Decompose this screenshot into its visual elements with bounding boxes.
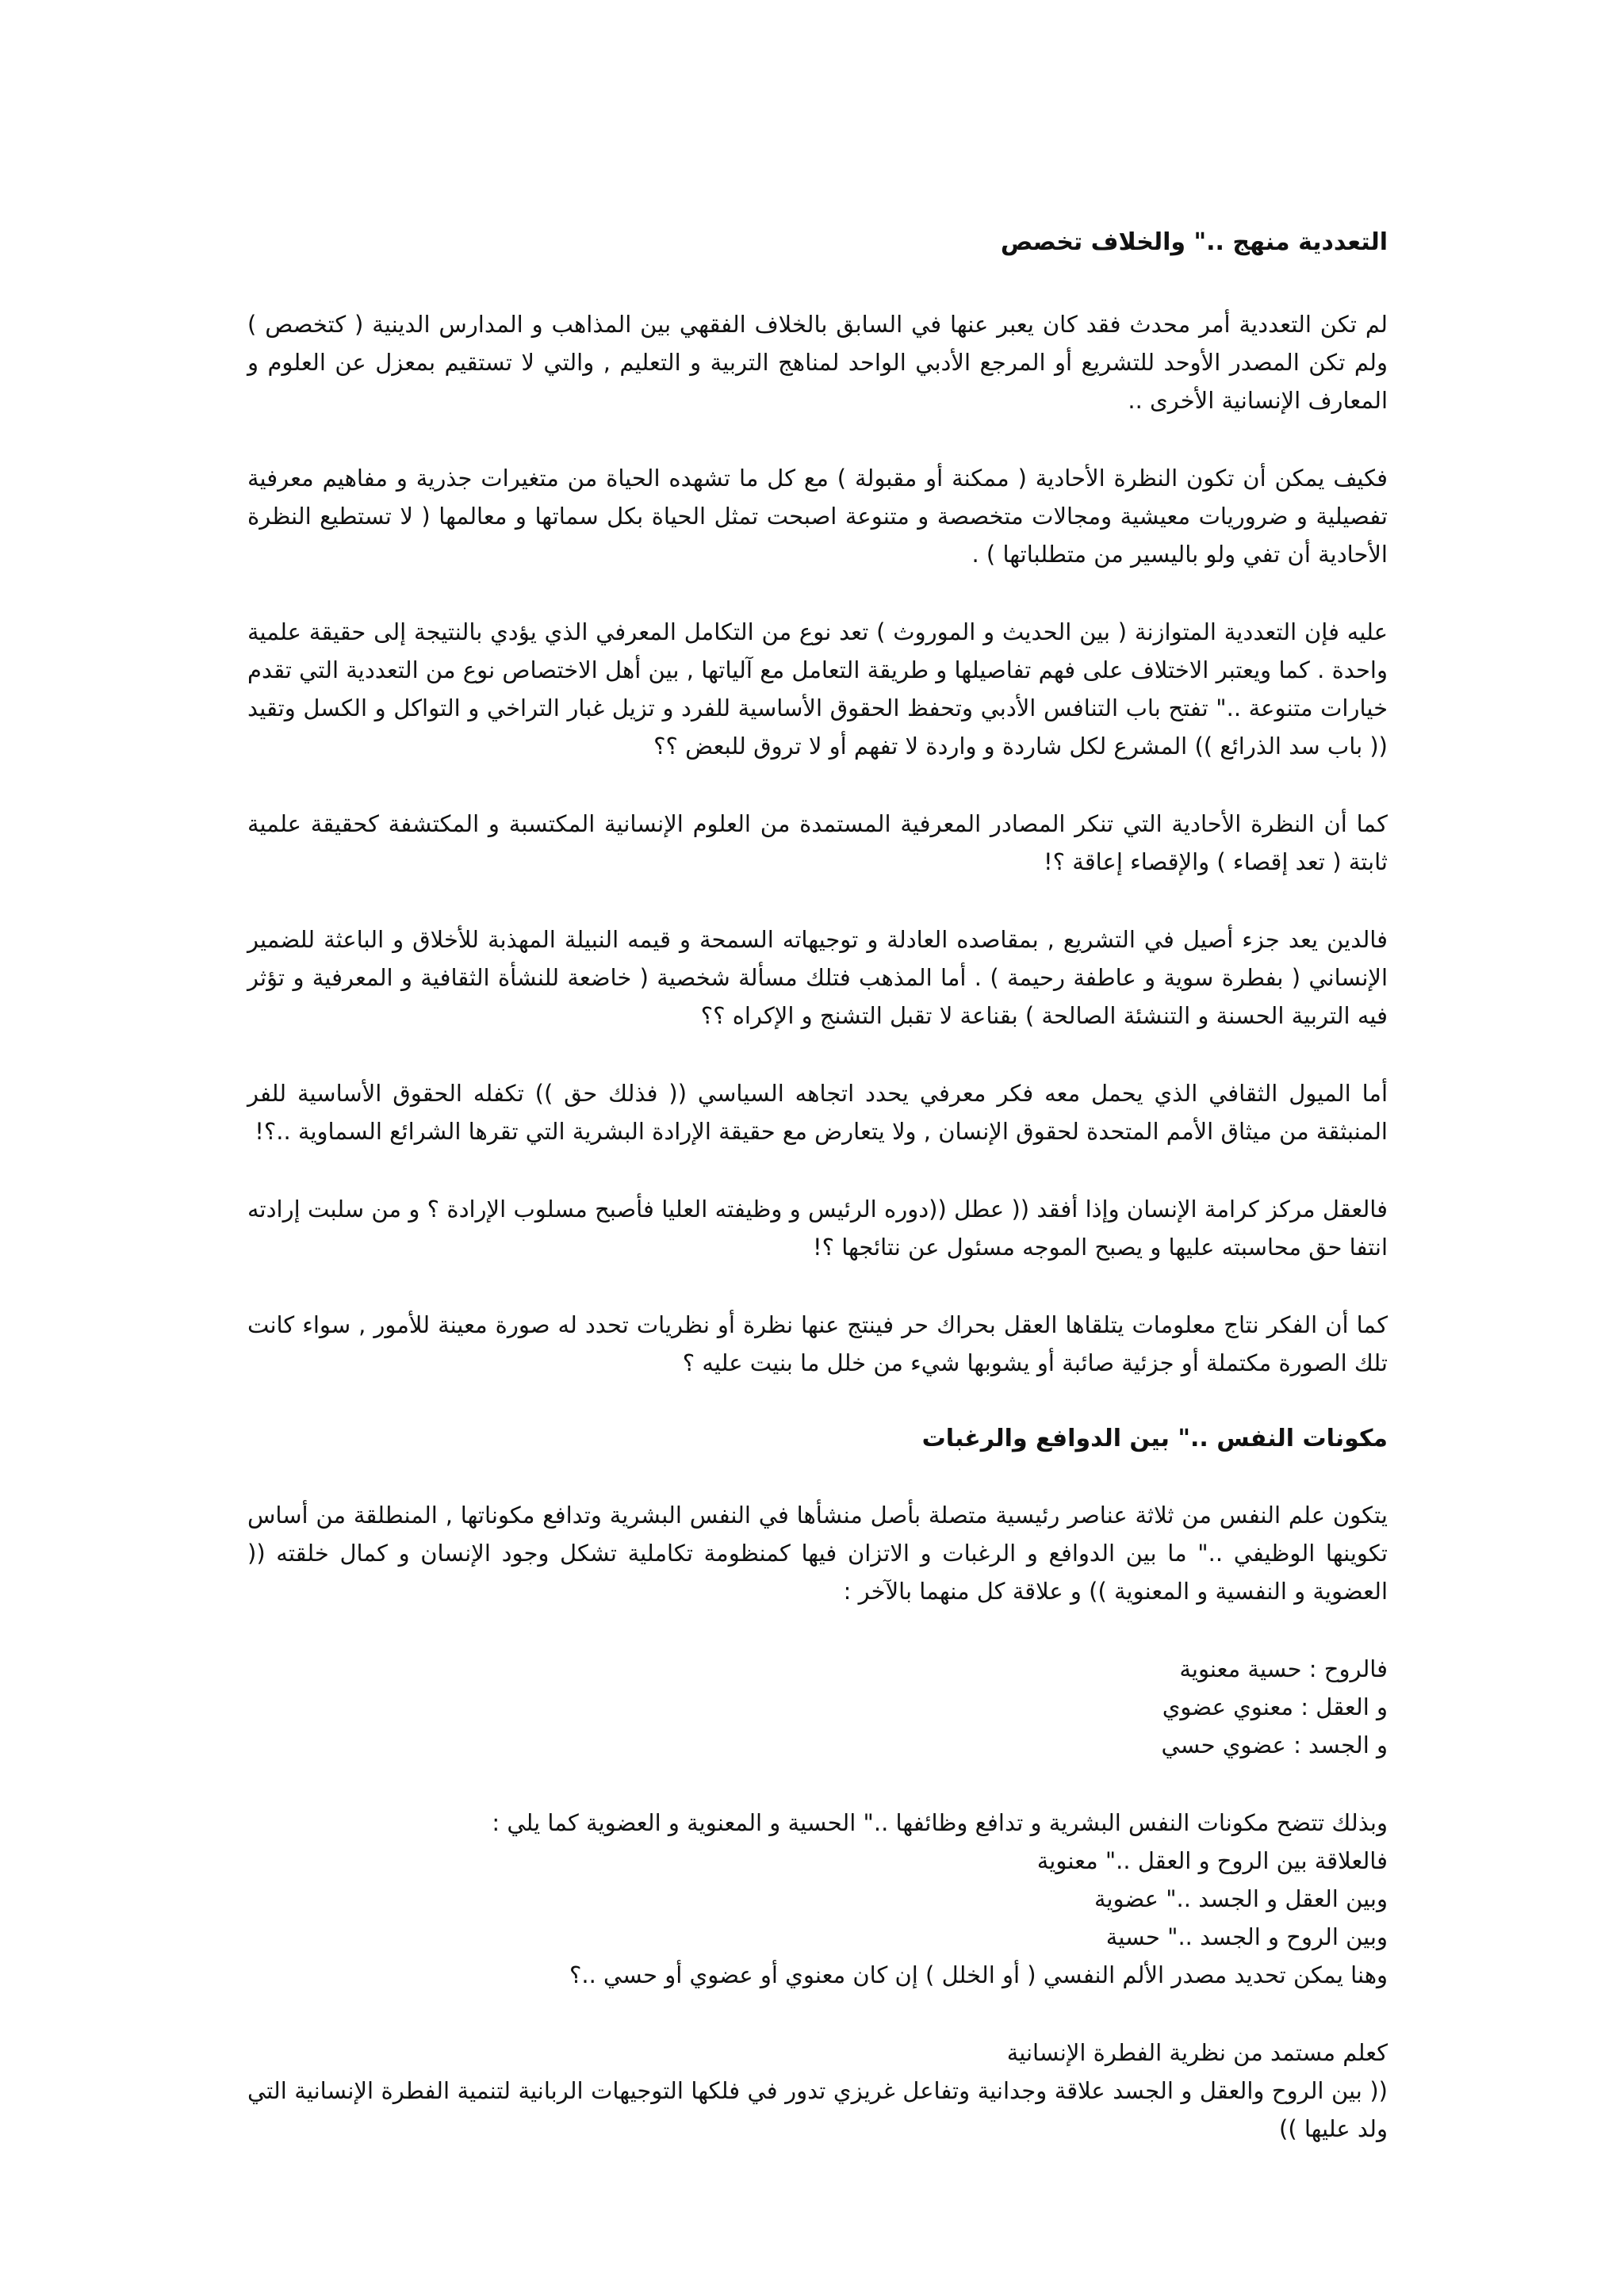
paragraph-2: فكيف يمكن أن تكون النظرة الأحادية ( ممكنة أو مقبولة ) مع كل ما تشهده الحياة من متغيرات جذرية و مفاهيم معرفية تفصيلية و ضروريات معيشية ومجالات متخصصة و متنوعة اصبحت تمثل الحياة بكل سماتها و معالمها ( لا تستطيع النظرة الأحادية أن تفي ولو باليسير من متطلباتها ) . bbox=[247, 465, 1388, 568]
document-body bbox=[247, 224, 1388, 2148]
paragraph-9: يتكون علم النفس من ثلاثة عناصر رئيسية متصلة بأصل منشأها في النفس البشرية وتدافع مكوناتها , المنطلقة من أساس تكوينها الوظيفي .." ما بين الدوافع و الرغبات و الاتزان فيها كمنظومة تكاملية تشكل وجود الإنسان و كمال خلقته (( العضوية و النفسية و المعنوية )) و علاقة كل منهما بالآخر : bbox=[247, 1502, 1388, 1605]
list-item: وهنا يمكن تحديد مصدر الألم النفسي ( أو الخلل ) إن كان معنوي أو عضوي أو حسي ..؟ bbox=[569, 1961, 1388, 1988]
list-item: فالروح : حسية معنوية bbox=[1179, 1655, 1388, 1682]
section-heading-soul-components: مكونات النفس .." بين الدوافع والرغبات bbox=[921, 1425, 1388, 1452]
paragraph-6: أما الميول الثقافي الذي يحمل معه فكر معرفي يحدد اتجاهه السياسي (( فذلك حق )) تكفله الحقوق الأساسية للفر المنبثقة من ميثاق الأمم المتحدة لحقوق الإنسان , ولا يتعارض مع حقيقة الإرادة البشرية التي تقرها الشرائع السماوية ..؟! bbox=[247, 1080, 1388, 1145]
paragraph-3: عليه فإن التعددية المتوازنة ( بين الحديث و الموروث ) تعد نوع من التكامل المعرفي الذي يؤدي بالنتيجة إلى حقيقة علمية واحدة . كما ويعتبر الاختلاف على فهم تفاصيلها و طريقة التعامل مع آلياتها , بين أهل الاختصاص نوع من التعددية التي تقدم خيارات متنوعة .." تفتح باب التنافس الأدبي وتحفظ الحقوق الأساسية للفرد و تزيل غبار التراخي و التواكل و الكسل وتقيد (( باب سد الذرائع )) المشرع لكل شاردة و واردة لا تفهم أو لا تروق للبعض ؟؟ bbox=[247, 618, 1388, 760]
relations-list bbox=[484, 1804, 1388, 1994]
list-item: و الجسد : عضوي حسي bbox=[1161, 1732, 1388, 1758]
list-item: و العقل : معنوي عضوي bbox=[1162, 1693, 1388, 1720]
closing-line-1: كعلم مستمد من نظرية الفطرة الإنسانية bbox=[1006, 2039, 1388, 2066]
paragraph-4: كما أن النظرة الأحادية التي تنكر المصادر المعرفية المستمدة من العلوم الإنسانية المكتسبة و المكتشفة كحقيقة علمية ثابتة ( تعد إقصاء ) والإقصاء إعاقة ؟! bbox=[247, 810, 1388, 875]
section-heading-pluralism: التعددية منهج .." والخلاف تخصص bbox=[1000, 228, 1388, 256]
paragraph-7: فالعقل مركز كرامة الإنسان وإذا أفقد (( عطل ((دوره الرئيس و وظيفته العليا فأصبح مسلوب الإرادة ؟ و من سلبت إرادته انتفا حق محاسبته عليها و يصبح الموجه مسئول عن نتائجها ؟! bbox=[247, 1196, 1388, 1261]
list-item: وبين الروح و الجسد .." حسية bbox=[1105, 1923, 1388, 1950]
list-item: فالعلاقة بين الروح و العقل .." معنوية bbox=[1036, 1847, 1388, 1874]
paragraph-1: لم تكن التعددية أمر محدث فقد كان يعبر عنها في السابق بالخلاف الفقهي بين المذاهب و المدارس الدينية ( كتخصص ) ولم تكن المصدر الأوحد للتشريع أو المرجع الأدبي الواحد لمناهج التربية و التعليم , والتي لا تستقيم بمعزل عن العلوم و المعارف الإنسانية الأخرى .. bbox=[247, 311, 1388, 414]
paragraph-5: فالدين يعد جزء أصيل في التشريع , بمقاصده العادلة و توجيهاته السمحة و قيمه النبيلة المهذبة للأخلاق و الباعثة للضمير الإنساني ( بفطرة سوية و عاطفة رحيمة ) . أما المذهب فتلك مسألة شخصية ( خاضعة للنشأة الثقافية و المعرفية و تؤثر فيه التربية الحسنة و التنشئة الصالحة ) بقناعة لا تقبل التشنج و الإكراه ؟؟ bbox=[247, 926, 1388, 1029]
list-item: وبين العقل و الجسد .." عضوية bbox=[1094, 1885, 1388, 1912]
closing-line-2: (( بين الروح والعقل و الجسد علاقة وجدانية وتفاعل غريزي تدور في فلكها التوجيهات الربانية لتنمية الفطرة الإنسانية التي ولد عليها )) bbox=[247, 2077, 1388, 2142]
components-list bbox=[247, 1650, 1388, 1764]
paragraph-8: كما أن الفكر نتاج معلومات يتلقاها العقل بحراك حر فينتج عنها نظرة أو نظريات تحدد له صورة معينة للأمور , سواء كانت تلك الصورة مكتملة أو جزئية صائبة أو يشوبها شيء من خلل ما بنيت عليه ؟ bbox=[247, 1311, 1388, 1376]
closing-block bbox=[247, 2034, 1388, 2148]
list-item: وبذلك تتضح مكونات النفس البشرية و تدافع وظائفها .." الحسية و المعنوية و العضوية كما يلي : bbox=[492, 1809, 1388, 1836]
